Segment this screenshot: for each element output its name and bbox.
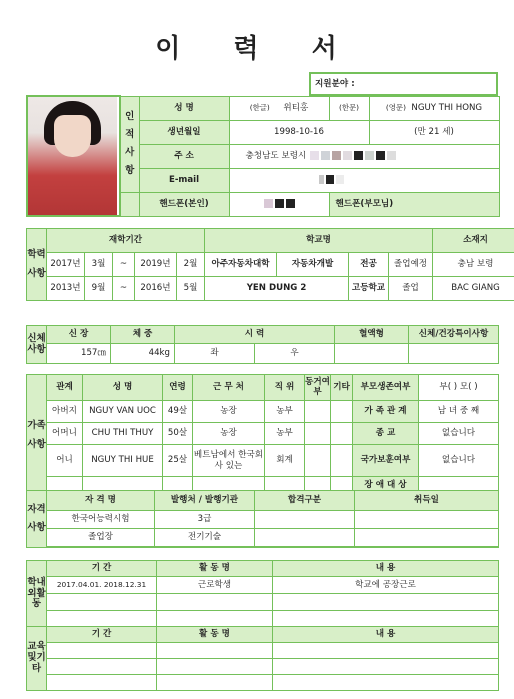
activity-content: 학교에 공장근로 [273,577,499,594]
family-right-value: 남 녀 중 째 [419,401,499,423]
family-name: CHU THI THUY [83,423,163,445]
family-header-age: 연령 [163,375,193,401]
family-name: NGUY THI HUE [83,445,163,477]
edu-start-month: 3월 [85,253,113,277]
education-side-label: 학력사항 [27,229,47,301]
family-workplace: 베트남에서 한국회사 있는 [193,445,265,477]
edu-type: 고등학교 [349,277,389,301]
name-han-label: (한글) [249,102,270,112]
license-header-issuer: 발행처 / 발행기관 [155,491,255,511]
edu-start-month: 9월 [85,277,113,301]
blood-header: 혈액형 [335,326,409,344]
license-name: 졸업장 [47,529,155,547]
apply-field-table [309,72,498,96]
activities-header-period: 기 간 [47,561,157,577]
special-header: 신체/건강특이사항 [409,326,499,344]
edu-status: 졸업 [389,277,433,301]
license-header-pass: 합격구분 [255,491,355,511]
address-value: 충청남도 보령시 [245,150,307,161]
edu-start-year: 2013년 [47,277,85,301]
name-kr: 위티홍 [283,102,309,113]
age-value: (만 21 세) [369,120,499,144]
edu-end-month: 5월 [177,277,205,301]
education-row [27,253,514,277]
etc-header-period: 기 간 [47,627,157,643]
edu-tilde: ~ [113,277,135,301]
license-row [27,511,499,529]
edu-major: 자동차개발 [277,253,349,277]
family-header-cohabit: 동거여부 [305,375,331,401]
family-right-value: 없습니다 [419,423,499,445]
activities-side-label: 학내외활동 [27,561,47,628]
family-age: 50살 [163,423,193,445]
family-header-position: 직 위 [265,375,305,401]
family-name: NGUY VAN UOC [83,401,163,423]
activities-header-content: 내 용 [273,561,499,577]
family-right-label: 부모생존여부 [353,375,419,401]
family-relation: 어니 [47,445,83,477]
activities-table [26,560,499,628]
education-period-header: 재학기간 [47,229,205,253]
etc-side-label: 교육및기타 [27,627,47,691]
edu-end-month: 2월 [177,253,205,277]
name-en: NGUY THI HONG [411,102,483,113]
edu-start-year: 2017년 [47,253,85,277]
height-value: 157㎝ [47,344,111,364]
family-right-value: 부( ) 모( ) [419,375,499,401]
vision-right: 우 [255,344,335,364]
family-position: 농부 [265,423,305,445]
family-header-etc: 기타 [331,375,353,401]
family-table [26,374,499,497]
family-age: 25살 [163,445,193,477]
weight-value: 44kg [111,344,175,364]
family-workplace: 농장 [193,423,265,445]
dob-value: 1998-10-16 [229,120,369,144]
family-right-value: 없습니다 [419,445,499,477]
family-row [27,423,499,445]
activities-header-name: 활 동 명 [157,561,273,577]
edu-status: 졸업예정 [389,253,433,277]
etc-header-name: 활 동 명 [157,627,273,643]
family-right-label: 국가보훈여부 [353,445,419,477]
etc-table [26,626,499,691]
license-table [26,490,499,548]
license-header-name: 자 격 명 [47,491,155,511]
family-header-relation: 관계 [47,375,83,401]
personal-side-label: 인적사항 [120,96,139,192]
family-relation: 아버지 [47,401,83,423]
phone-self-label: 핸드폰(본인) [139,192,229,216]
apply-field-label: 지원분야 : [310,73,497,95]
body-side-label: 신체사항 [27,326,47,364]
email-label: E-mail [139,168,229,192]
family-header-name: 성 명 [83,375,163,401]
license-header-date: 취득일 [355,491,499,511]
edu-type: 전공 [349,253,389,277]
address-label: 주 소 [139,144,229,168]
edu-school: YEN DUNG 2 [205,277,349,301]
family-row [27,401,499,423]
personal-table [26,95,500,217]
edu-school: 아주자동차대학 [205,253,277,277]
family-side-label: 가족사항 [27,375,47,497]
family-row [27,445,499,477]
education-school-header: 학교명 [205,229,433,253]
name-label: 성 명 [139,96,229,120]
education-row [27,277,514,301]
vision-left: 좌 [175,344,255,364]
family-age: 49살 [163,401,193,423]
activity-period: 2017.04.01. 2018.12.31 [47,577,157,594]
height-header: 신 장 [47,326,111,344]
activity-name: 근로학생 [157,577,273,594]
license-issuer: 3급 [155,511,255,529]
edu-end-year: 2019년 [135,253,177,277]
edu-tilde: ~ [113,253,135,277]
dob-label: 생년월일 [139,120,229,144]
family-relation: 어머니 [47,423,83,445]
edu-end-year: 2016년 [135,277,177,301]
license-side-label: 자격사항 [27,491,47,548]
body-table [26,325,499,364]
weight-header: 체 중 [111,326,175,344]
license-issuer: 전기기술 [155,529,255,547]
family-position: 회계 [265,445,305,477]
family-workplace: 농장 [193,401,265,423]
edu-location: BAC GIANG [433,277,514,301]
phone-parent-label: 핸드폰(부모님) [329,192,499,216]
family-right-label: 장 애 대 상 [353,477,419,495]
document-title: 이 력 서 [155,34,359,64]
name-en-label: (영문) [385,102,406,112]
license-row [27,529,499,547]
education-table [26,228,514,301]
name-hanja-label: (한문) [329,96,369,120]
family-right-label: 가 족 관 계 [353,401,419,423]
license-name: 한국어능력시험 [47,511,155,529]
activities-row [27,577,499,594]
family-position: 농부 [265,401,305,423]
education-location-header: 소재지 [433,229,514,253]
etc-header-content: 내 용 [273,627,499,643]
edu-location: 충남 보령 [433,253,514,277]
family-header-workplace: 근 무 처 [193,375,265,401]
vision-header: 시 력 [175,326,335,344]
family-right-label: 종 교 [353,423,419,445]
